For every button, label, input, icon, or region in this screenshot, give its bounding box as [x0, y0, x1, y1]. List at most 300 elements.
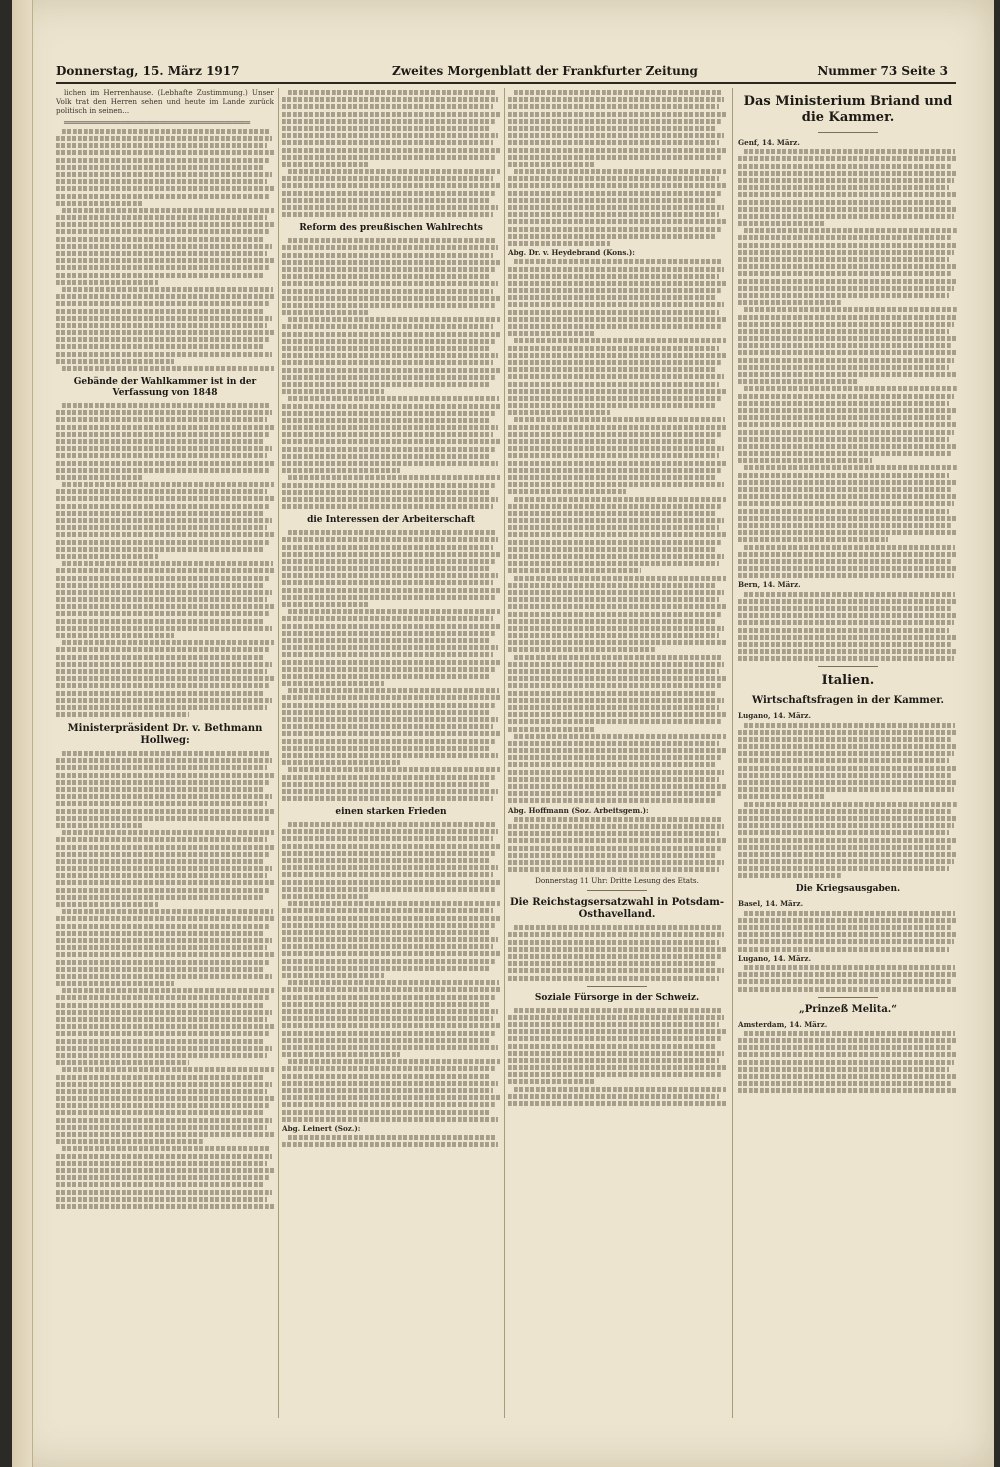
text-line — [288, 767, 500, 772]
text-line — [508, 846, 722, 851]
text-line — [282, 710, 491, 715]
text-line — [738, 573, 954, 578]
text-line — [508, 389, 726, 394]
text-line — [56, 540, 270, 545]
text-line — [288, 688, 499, 693]
text-line — [62, 909, 273, 914]
body-text-block — [56, 129, 274, 371]
text-line — [744, 149, 955, 154]
text-line — [514, 497, 726, 502]
body-text-block — [738, 911, 958, 952]
text-line — [508, 432, 722, 437]
text-line — [56, 952, 274, 957]
dateline: Lugano, 14. März. — [738, 953, 811, 963]
text-line — [282, 191, 496, 196]
text-line — [282, 880, 500, 885]
text-line — [282, 382, 491, 387]
text-line — [508, 155, 722, 160]
text-line — [738, 751, 954, 756]
text-line — [282, 155, 496, 160]
text-line — [738, 932, 958, 937]
text-line — [56, 511, 265, 516]
text-line — [56, 780, 270, 785]
text-line — [508, 410, 610, 415]
text-line — [744, 802, 958, 807]
text-line — [508, 396, 722, 401]
text-line — [738, 271, 951, 276]
text-line — [508, 367, 717, 372]
text-line — [738, 422, 958, 427]
text-line — [56, 280, 158, 285]
text-line — [56, 859, 265, 864]
text-line — [508, 234, 717, 239]
text-line — [56, 1204, 274, 1209]
text-line — [282, 133, 498, 138]
text-line — [508, 119, 722, 124]
text-line — [738, 1060, 954, 1065]
text-line — [508, 274, 719, 279]
text-line — [56, 583, 265, 588]
text-line — [282, 695, 500, 700]
text-line — [744, 545, 955, 550]
text-line — [56, 801, 267, 806]
speaker-name: Abg. Dr. v. Heydebrand (Kons.): — [508, 248, 635, 258]
text-line — [514, 259, 723, 264]
text-line — [282, 1066, 496, 1071]
text-line — [738, 925, 951, 930]
text-line — [508, 219, 726, 224]
text-line — [56, 532, 274, 537]
text-line — [56, 1197, 267, 1202]
text-line — [56, 873, 267, 878]
text-line — [282, 360, 493, 365]
text-line — [508, 932, 724, 937]
text-line — [738, 773, 951, 778]
text-line — [738, 235, 951, 240]
text-line — [282, 454, 491, 459]
text-line — [282, 667, 496, 672]
text-line — [282, 724, 493, 729]
text-line — [62, 287, 273, 292]
text-line — [738, 315, 958, 320]
divider — [587, 890, 647, 891]
section-heading: Ministerpräsident Dr. v. Bethmann Hollweg: — [67, 723, 263, 747]
text-line — [508, 568, 641, 573]
text-line — [56, 165, 265, 170]
text-line — [508, 1058, 719, 1063]
text-line — [282, 296, 500, 301]
text-line — [56, 676, 274, 681]
text-line — [508, 1051, 724, 1056]
text-line — [508, 838, 726, 843]
text-line — [508, 133, 724, 138]
text-line — [282, 660, 500, 665]
text-line — [282, 739, 496, 744]
text-line — [508, 561, 719, 566]
text-line — [738, 200, 951, 205]
text-line — [56, 823, 143, 828]
body-text-block — [282, 822, 500, 1122]
text-line — [738, 979, 951, 984]
text-line — [508, 310, 719, 315]
text-line — [738, 873, 841, 878]
text-line — [738, 620, 954, 625]
section-heading: die Interessen der Arbeiterschaft — [307, 515, 475, 526]
text-line — [282, 162, 369, 167]
text-line — [62, 988, 274, 993]
column-2 — [282, 88, 500, 1418]
text-line — [508, 597, 719, 602]
text-line — [282, 930, 491, 935]
text-line — [508, 302, 724, 307]
text-line — [282, 418, 491, 423]
text-line — [282, 447, 496, 452]
body-text-block — [738, 149, 958, 578]
column-1 — [56, 88, 274, 1418]
masthead — [56, 60, 956, 82]
session-notice: Donnerstag 11 Uhr: Dritte Lesung des Etats. — [535, 876, 699, 886]
text-line — [282, 432, 493, 437]
text-line — [282, 97, 498, 102]
text-line — [738, 458, 872, 463]
text-line — [282, 1009, 498, 1014]
text-line — [282, 281, 498, 286]
text-line — [282, 652, 493, 657]
text-line — [62, 208, 274, 213]
text-line — [282, 580, 493, 585]
text-line — [282, 483, 496, 488]
text-line — [56, 1053, 267, 1058]
text-line — [282, 717, 498, 722]
text-line — [508, 676, 726, 681]
text-line — [282, 937, 498, 942]
dateline: Bern, 14. März. — [738, 580, 801, 590]
text-line — [56, 960, 270, 965]
text-line — [508, 525, 719, 530]
section-heading: Italien. — [821, 673, 875, 689]
text-line — [514, 1087, 726, 1092]
text-line — [56, 172, 272, 177]
text-line — [738, 214, 954, 219]
text-line — [62, 751, 271, 756]
text-line — [508, 791, 722, 796]
text-line — [56, 576, 270, 581]
text-line — [738, 613, 958, 618]
text-line — [508, 619, 717, 624]
text-line — [282, 1038, 491, 1043]
text-line — [282, 504, 493, 509]
text-line — [282, 595, 496, 600]
text-line — [56, 323, 267, 328]
text-line — [288, 530, 497, 535]
text-line — [508, 824, 724, 829]
text-line — [744, 465, 958, 470]
text-line — [514, 817, 723, 822]
text-line — [56, 258, 274, 263]
text-line — [56, 215, 267, 220]
body-text-block — [508, 259, 726, 803]
text-line — [282, 631, 496, 636]
text-line — [56, 504, 270, 509]
text-line — [738, 430, 954, 435]
text-line — [738, 816, 958, 821]
text-line — [282, 566, 491, 571]
text-line — [508, 647, 656, 652]
text-line — [56, 981, 174, 986]
text-line — [508, 784, 726, 789]
text-line — [738, 192, 956, 197]
text-line — [56, 787, 265, 792]
text-line — [282, 916, 500, 921]
dateline: Lugano, 14. März. — [738, 711, 811, 721]
section-heading: Die Reichstagsersatzwahl in Potsdam-Osthavelland. — [509, 897, 725, 921]
text-line — [282, 588, 500, 593]
text-line — [514, 925, 723, 930]
masthead-title: Zweites Morgenblatt der Frankfurter Zeitung — [392, 64, 698, 78]
text-line — [56, 330, 274, 335]
text-line — [56, 1175, 270, 1180]
text-line — [282, 267, 496, 272]
text-line — [738, 866, 949, 871]
text-line — [282, 176, 493, 181]
text-line — [56, 446, 272, 451]
text-line — [282, 324, 493, 329]
column-rule — [504, 88, 505, 1418]
text-line — [508, 482, 724, 487]
text-line — [56, 1132, 274, 1137]
text-line — [508, 295, 717, 300]
text-line — [738, 415, 951, 420]
text-line — [738, 487, 951, 492]
text-line — [508, 1029, 726, 1034]
text-line — [282, 782, 491, 787]
text-line — [288, 822, 497, 827]
text-line — [508, 590, 724, 595]
text-line — [738, 178, 954, 183]
text-line — [282, 973, 384, 978]
text-line — [514, 90, 723, 95]
text-line — [514, 338, 726, 343]
text-line — [282, 865, 498, 870]
text-line — [56, 496, 274, 501]
text-line — [738, 845, 951, 850]
text-line — [56, 683, 270, 688]
text-line — [56, 1110, 265, 1115]
text-line — [508, 346, 719, 351]
text-line — [282, 1110, 491, 1115]
text-line — [514, 1008, 723, 1013]
text-line — [282, 559, 496, 564]
text-line — [738, 1088, 958, 1093]
text-line — [738, 530, 958, 535]
text-line — [282, 1088, 493, 1093]
text-line — [508, 148, 726, 153]
text-line — [56, 604, 274, 609]
text-line — [508, 439, 717, 444]
text-line — [738, 852, 958, 857]
text-line — [738, 365, 949, 370]
text-line — [508, 374, 724, 379]
text-line — [508, 324, 722, 329]
text-line — [56, 468, 270, 473]
text-line — [56, 222, 274, 227]
text-line — [288, 1059, 500, 1064]
text-line — [56, 866, 272, 871]
text-line — [282, 404, 500, 409]
text-line — [282, 140, 493, 145]
text-line — [738, 656, 954, 661]
text-line — [508, 511, 717, 516]
text-line — [508, 360, 722, 365]
text-line — [288, 396, 499, 401]
text-line — [282, 602, 369, 607]
text-line — [282, 944, 493, 949]
text-line — [56, 794, 272, 799]
text-line — [508, 212, 719, 217]
text-line — [282, 497, 498, 502]
text-line — [56, 1139, 204, 1144]
body-text: lichen im Herrenhause. (Lebhafte Zustimmung.) Unser Volk trat den Herren sehen und heute im Lande zurück politisch in seinen... — [56, 88, 274, 116]
text-line — [738, 642, 951, 647]
text-line — [56, 273, 265, 278]
text-line — [508, 104, 719, 109]
text-line — [282, 104, 493, 109]
text-line — [738, 987, 958, 992]
text-line — [508, 453, 719, 458]
text-line — [508, 1015, 724, 1020]
text-line — [508, 540, 722, 545]
text-line — [288, 609, 500, 614]
text-line — [282, 346, 491, 351]
text-line — [738, 787, 954, 792]
text-line — [288, 317, 500, 322]
text-line — [282, 987, 500, 992]
text-line — [508, 762, 717, 767]
text-line — [282, 198, 491, 203]
text-line — [508, 662, 724, 667]
text-line — [514, 169, 726, 174]
text-line — [738, 730, 956, 735]
text-line — [738, 744, 958, 749]
text-line — [282, 789, 498, 794]
text-line — [288, 169, 500, 174]
text-line — [508, 126, 717, 131]
text-line — [56, 669, 267, 674]
text-line — [56, 179, 267, 184]
text-line — [508, 288, 722, 293]
text-line — [738, 221, 826, 226]
text-line — [738, 322, 954, 327]
text-line — [56, 1024, 274, 1029]
text-line — [508, 940, 719, 945]
text-line — [738, 379, 857, 384]
masthead-rule — [56, 82, 956, 84]
text-line — [62, 830, 274, 835]
text-line — [738, 1045, 951, 1050]
text-line — [56, 1118, 272, 1123]
text-line — [738, 758, 949, 763]
text-line — [62, 640, 274, 645]
text-line — [56, 425, 274, 430]
dateline: Genf, 14. März. — [738, 138, 800, 147]
text-line — [56, 1075, 265, 1080]
text-line — [744, 592, 955, 597]
text-line — [56, 945, 267, 950]
body-text-block — [508, 925, 726, 980]
text-line — [56, 461, 274, 466]
text-line — [508, 777, 719, 782]
text-line — [508, 140, 719, 145]
text-line — [508, 475, 717, 480]
text-line — [508, 1101, 726, 1106]
text-line — [56, 924, 270, 929]
text-line — [508, 741, 719, 746]
text-line — [282, 468, 400, 473]
text-line — [738, 358, 954, 363]
text-line — [738, 780, 958, 785]
text-line — [508, 176, 719, 181]
text-line — [56, 1154, 272, 1159]
text-line — [508, 198, 717, 203]
text-line — [56, 938, 272, 943]
text-line — [56, 475, 143, 480]
text-line — [508, 719, 722, 724]
section-heading: Das Ministerium Briand und die Kammer. — [743, 94, 953, 125]
text-line — [508, 755, 722, 760]
text-line — [508, 860, 724, 865]
text-line — [282, 1052, 400, 1057]
body-text-block — [282, 530, 500, 801]
dateline: Basel, 14. März. — [738, 899, 804, 909]
text-line — [282, 1023, 500, 1028]
body-text-block — [508, 817, 726, 872]
text-line — [282, 303, 496, 308]
text-line — [56, 143, 267, 148]
section-heading: „Prinzeß Melita.“ — [798, 1003, 898, 1015]
section-heading: Wirtschaftsfragen in der Kammer. — [751, 695, 945, 707]
text-line — [56, 518, 272, 523]
text-line — [282, 836, 493, 841]
text-line — [56, 1003, 265, 1008]
text-line — [738, 336, 956, 341]
text-line — [508, 554, 724, 559]
text-line — [56, 301, 270, 306]
text-line — [738, 1067, 949, 1072]
text-line — [56, 136, 272, 141]
text-line — [508, 205, 724, 210]
text-line — [282, 951, 500, 956]
text-line — [738, 257, 949, 262]
text-line — [738, 823, 954, 828]
text-line — [56, 611, 270, 616]
text-line — [288, 901, 500, 906]
text-line — [282, 1102, 496, 1107]
text-line — [508, 954, 722, 959]
text-line — [282, 703, 496, 708]
text-line — [56, 309, 265, 314]
text-line — [282, 461, 498, 466]
text-line — [282, 310, 369, 315]
text-line — [282, 1095, 500, 1100]
text-line — [738, 343, 951, 348]
text-line — [56, 1125, 267, 1130]
text-line — [508, 446, 724, 451]
text-line — [508, 504, 722, 509]
text-line — [282, 212, 493, 217]
text-line — [282, 844, 500, 849]
section-heading: einen starken Frieden — [335, 807, 447, 818]
text-line — [56, 619, 265, 624]
